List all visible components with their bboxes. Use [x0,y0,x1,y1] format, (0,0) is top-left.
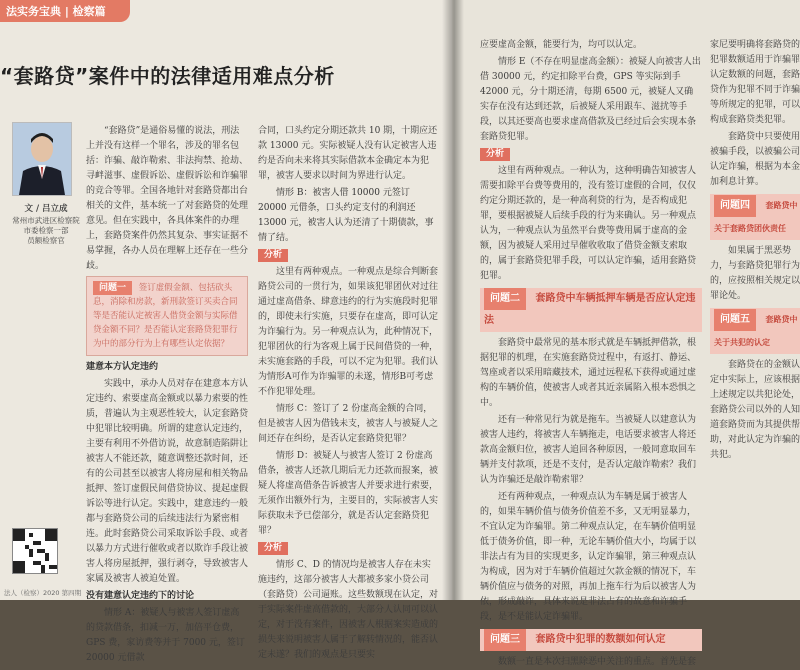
section-heading-1: 建意本方认定违约 [86,362,159,372]
question4-header [710,194,800,240]
rcol1-analysis: 这里有两种观点。一种认为，这种明确告知被害人需要扣除平台费等费用的，没有签订虚假的合同，仅仅约定分期还款的，是一种高利贷的行为，是否构成犯罪，要根据被疑人后续手段的行为来确认。另一种观点认为，一种观点认为虽然平台费等费用属于虚高的金额，因为被疑人采用过早催收收取了借贷金额支索取的，属于套路贷犯罪手段，可以认定诈骗，适用套路贷犯罪。 [480,166,697,281]
q1-body: 实践中，承办人员对存在建意本方认定违约、索要虚高金额或以暴力索要的性质，普遍认为主观恶性较大，认定套路贷中犯罪比较明确。所谓的建意认定违约，主要有利用不外借访说，故意制造陷阱让被害人不能还款，随意调整还款时间，还有的公司甚至以被害人将房屋和相关物品抵押、签订虚假民间借贷协议、提起虚假诉讼等进行认定。实践中，建意违约一般都与套路贷公司的后续违法行为紧密相连。此时套路贷公司采取诉讼手段、或者以暴力方式进行催收或者以欺诈手段让被害人将房屋抵押，强行剥夺，导致被害人家属及被害人被迫处置。 [86,379,249,584]
rcol1-paragraph-0: 应要虚高金额，能要行为，均可以认定。 [480,40,643,50]
analysis-tag-1: 分析 [258,249,288,262]
right-column-2 [710,38,800,594]
rcol2-paragraph-1: 家尼要明确将套路贷的犯罪数额适用于诈骗罪认定数额的问题，套路贷作为犯罪不同于诈骗等所规定的犯罪，可以构成套路贷类犯罪。 [710,40,800,125]
rcol2-paragraph-2: 套路贷中只要使用被骗手段，以被骗公司认定诈骗，根据为本金加利息计算。 [710,132,800,187]
rcol2-paragraph-3: 如果属于黑恶势力，与套路贷犯罪行为的，应按照相关规定以罪论处。 [710,246,800,301]
left-column-1 [86,124,249,663]
article-title: “套路贷”案件中的法律适用难点分析 [0,64,335,88]
case-a: 情形 A：被疑人与被害人签订虚高的贷款借条，扣减一万，加倍平仓费，GPS 费，家访费等并于 7000 元，签订 20000 元借款 [86,608,245,663]
left-column-2 [258,124,439,660]
question3-title: 套路贷中犯罪的数额如何认定 [535,634,666,645]
case-d: 情形 D：被疑人与被害人签订 2 份虚高借条，被害人还款几期后无力还款而报案，被疑人将虚高借条告诉被害人并要求进行索要，无须作出额外行为，主要目的，实际被害人实际获取未予已偿部分，就是否认定套路贷犯罪？ [258,451,439,536]
right-page [452,0,800,667]
question3-header [480,629,702,651]
rcol1-paragraph-5: 数额一直是本次扫黑除恶中关注的重点。首先是套 [498,657,697,667]
author-affiliation-3: 员额检察官 [27,236,65,245]
case-b: 情形 B：被害人借 10000 元签订 20000 元借条，口头约定支付的利润还 13000 元，被害人认为还清了十期债款，事情了结。 [258,188,434,243]
rcol2-paragraph-4: 套路贷在的金额认定中实际上，应该根据上述规定以共犯论处，套路贷公司以外的人知道套路贷而为其提供帮助，对此认定为诈骗的共犯。 [710,360,800,460]
author-affiliation-1: 常州市武进区检察院 [12,216,80,225]
author-photo [12,122,72,196]
question4-title: 套路贷中关于套路贷团伙责任 [714,200,798,233]
question1-text: 签订虚假金额、包括砍头息，消除和房款，新刑款签订买卖合同等是否能认定被害人借贷金额与实际借贷金额不同？是否能认定套路贷犯罪行为中的部分行为上有哪些认定依据？ [93,283,238,349]
right-column-1 [480,38,702,667]
question2-title: 套路贷中车辆抵押车辆是否应认定违法 [484,293,696,326]
rcol1-paragraph-4: 还有两种观点，一种观点认为车辆是属于被害人的，如果车辆价值与债务价值差不多，又无明显暴力，不宜认定为诈骗罪。第二种观点认定，在车辆价值明显低于债务价值，即一种，无论车辆价值大小，均属于以非法占有为目的实现更多，认定诈骗罪，第三种观点认为构成，因为对于车辆价值超过欠款金额的情况下，车辆价值应与债务的对照，再加上拖车行为后以被害人为依，形成敲诈，具体来说是非法占有的故意和诈骗手段，是不是能认定诈骗罪。 [480,492,697,622]
section-heading-2: 没有建意认定违约下的讨论 [86,591,195,601]
question5-header [710,308,800,354]
col2-analysis-1: 这里有两种观点。一种观点是综合判断套路贷公司的一贯行为，如果该犯罪团伙对过往通过虚高借条、肆意违约的行为实施段时犯罪的，即使未行实施，只要存在虚高，即可认定为诈骗行为。另一种观点认为，此种情况下，犯罪团伙的行为客观上属于民间借贷的一种，未实施套路的手段，可以不定为犯罪。我们认为情形A可作为诈骗罪的未遂，情形B可考虑不作犯罪处理。 [258,267,439,397]
avatar [13,123,71,195]
rcol1-paragraph-2: 套路贷中最常见的基本形式就是车辆抵押借款，根据犯罪的机理，在实施套路贷过程中，有返打、静运、驾座或者以采用暗藏技术，通过远程私下获得或通过虚构的车辆价值，使被害人或者其近亲属陷入根本恐惧之中。 [480,338,697,408]
author-name: 文 / 吕立成 [24,204,68,214]
question3-tag: 问题三 [484,629,526,651]
banner-tag: 法实务宝典 | 检察篇 [6,5,106,18]
qr-icon [13,529,57,573]
question2-tag: 问题二 [484,288,526,310]
page-gutter [442,0,464,600]
rcol1-paragraph-3: 还有一种常见行为就是拖车。当被疑人以建意认为被害人违约，将被害人车辆拖走，电话要求被害人将还款高金额归位，被害人追回各种原因，一般同意取回车辆并支付款项，还是不支付，是否认定敲诈勒索？我们认为诈骗还是敲诈勒索罪？ [480,415,697,485]
author-affiliation-2: 市委检察一部 [23,226,69,235]
intro-paragraph: “套路贷”是通俗易懂的说法，刑法上并没有这样一个罪名，涉及的罪名包括：诈骗、敲诈勒索、非法拘禁、抢劫、寻衅滋事、虚假诉讼、虚假诉讼和诈骗罪的竞合等罪。全国各地针对套路贷都出台相关的文件，基本统一了对套路贷的处理意见。但在实践中，各具体案件的办理上，套路贷案件仍然其复杂、事实证据不易掌握，各办人员在理解上还存在一些分歧。 [86,126,249,271]
section-banner [0,0,130,22]
question4-tag: 问题四 [714,195,756,217]
page-footer: 法人（检察）2020 第四期 [4,589,82,597]
question5-title: 套路贷中关于共犯的认定 [714,314,798,347]
qr-code [12,528,58,574]
case-c: 情形 C：签订了 2 份虚高金额的合同，但是被害人因为借钱未支，被害人与被疑人之间还存在纠纷，是否认定套路贷犯罪？ [258,404,439,444]
author-byline [10,204,82,246]
case-e: 情形 E（不存在明显虚高金额）：被疑人向被害人出借 30000 元，约定扣除平台费，GPS 等实际到手 42000 元，分十期还清，每期 6500 元，被疑人又确实存在没有达到还款，后被疑人采用跟车、滋扰等手段，以其还要高也要求虚高借款及已经过后会实现本条套路贷犯罪。 [480,57,701,142]
analysis-tag-3: 分析 [480,148,510,161]
question5-tag: 问题五 [714,309,756,331]
question1-box [86,276,248,356]
question2-header [480,288,702,332]
question1-tag: 问题一 [93,281,132,295]
col2-paragraph-1: 合同，口头约定分期还款共 10 期，十期应还款 13000 元。实际被疑人没有认定被害人违约是否向未来将其实际借款本金确定本为犯罪，被害人要求以时间为界进行认定。 [258,126,438,181]
col2-analysis-2: 情形 C、D 的情况均是被害人存在未实施违约，这部分被害人大都被多家小贷公司（套路贷）公司逼账。这些数额现在认定，对于实际案件虚高借款的，大部分人认同可以认定，对于没有案件，因被害人根据案实造成的损失来说明被害人属于了解转情况的，能否认定未遂？我们的观点是只要实 [258,560,439,660]
analysis-tag-2: 分析 [258,542,288,555]
